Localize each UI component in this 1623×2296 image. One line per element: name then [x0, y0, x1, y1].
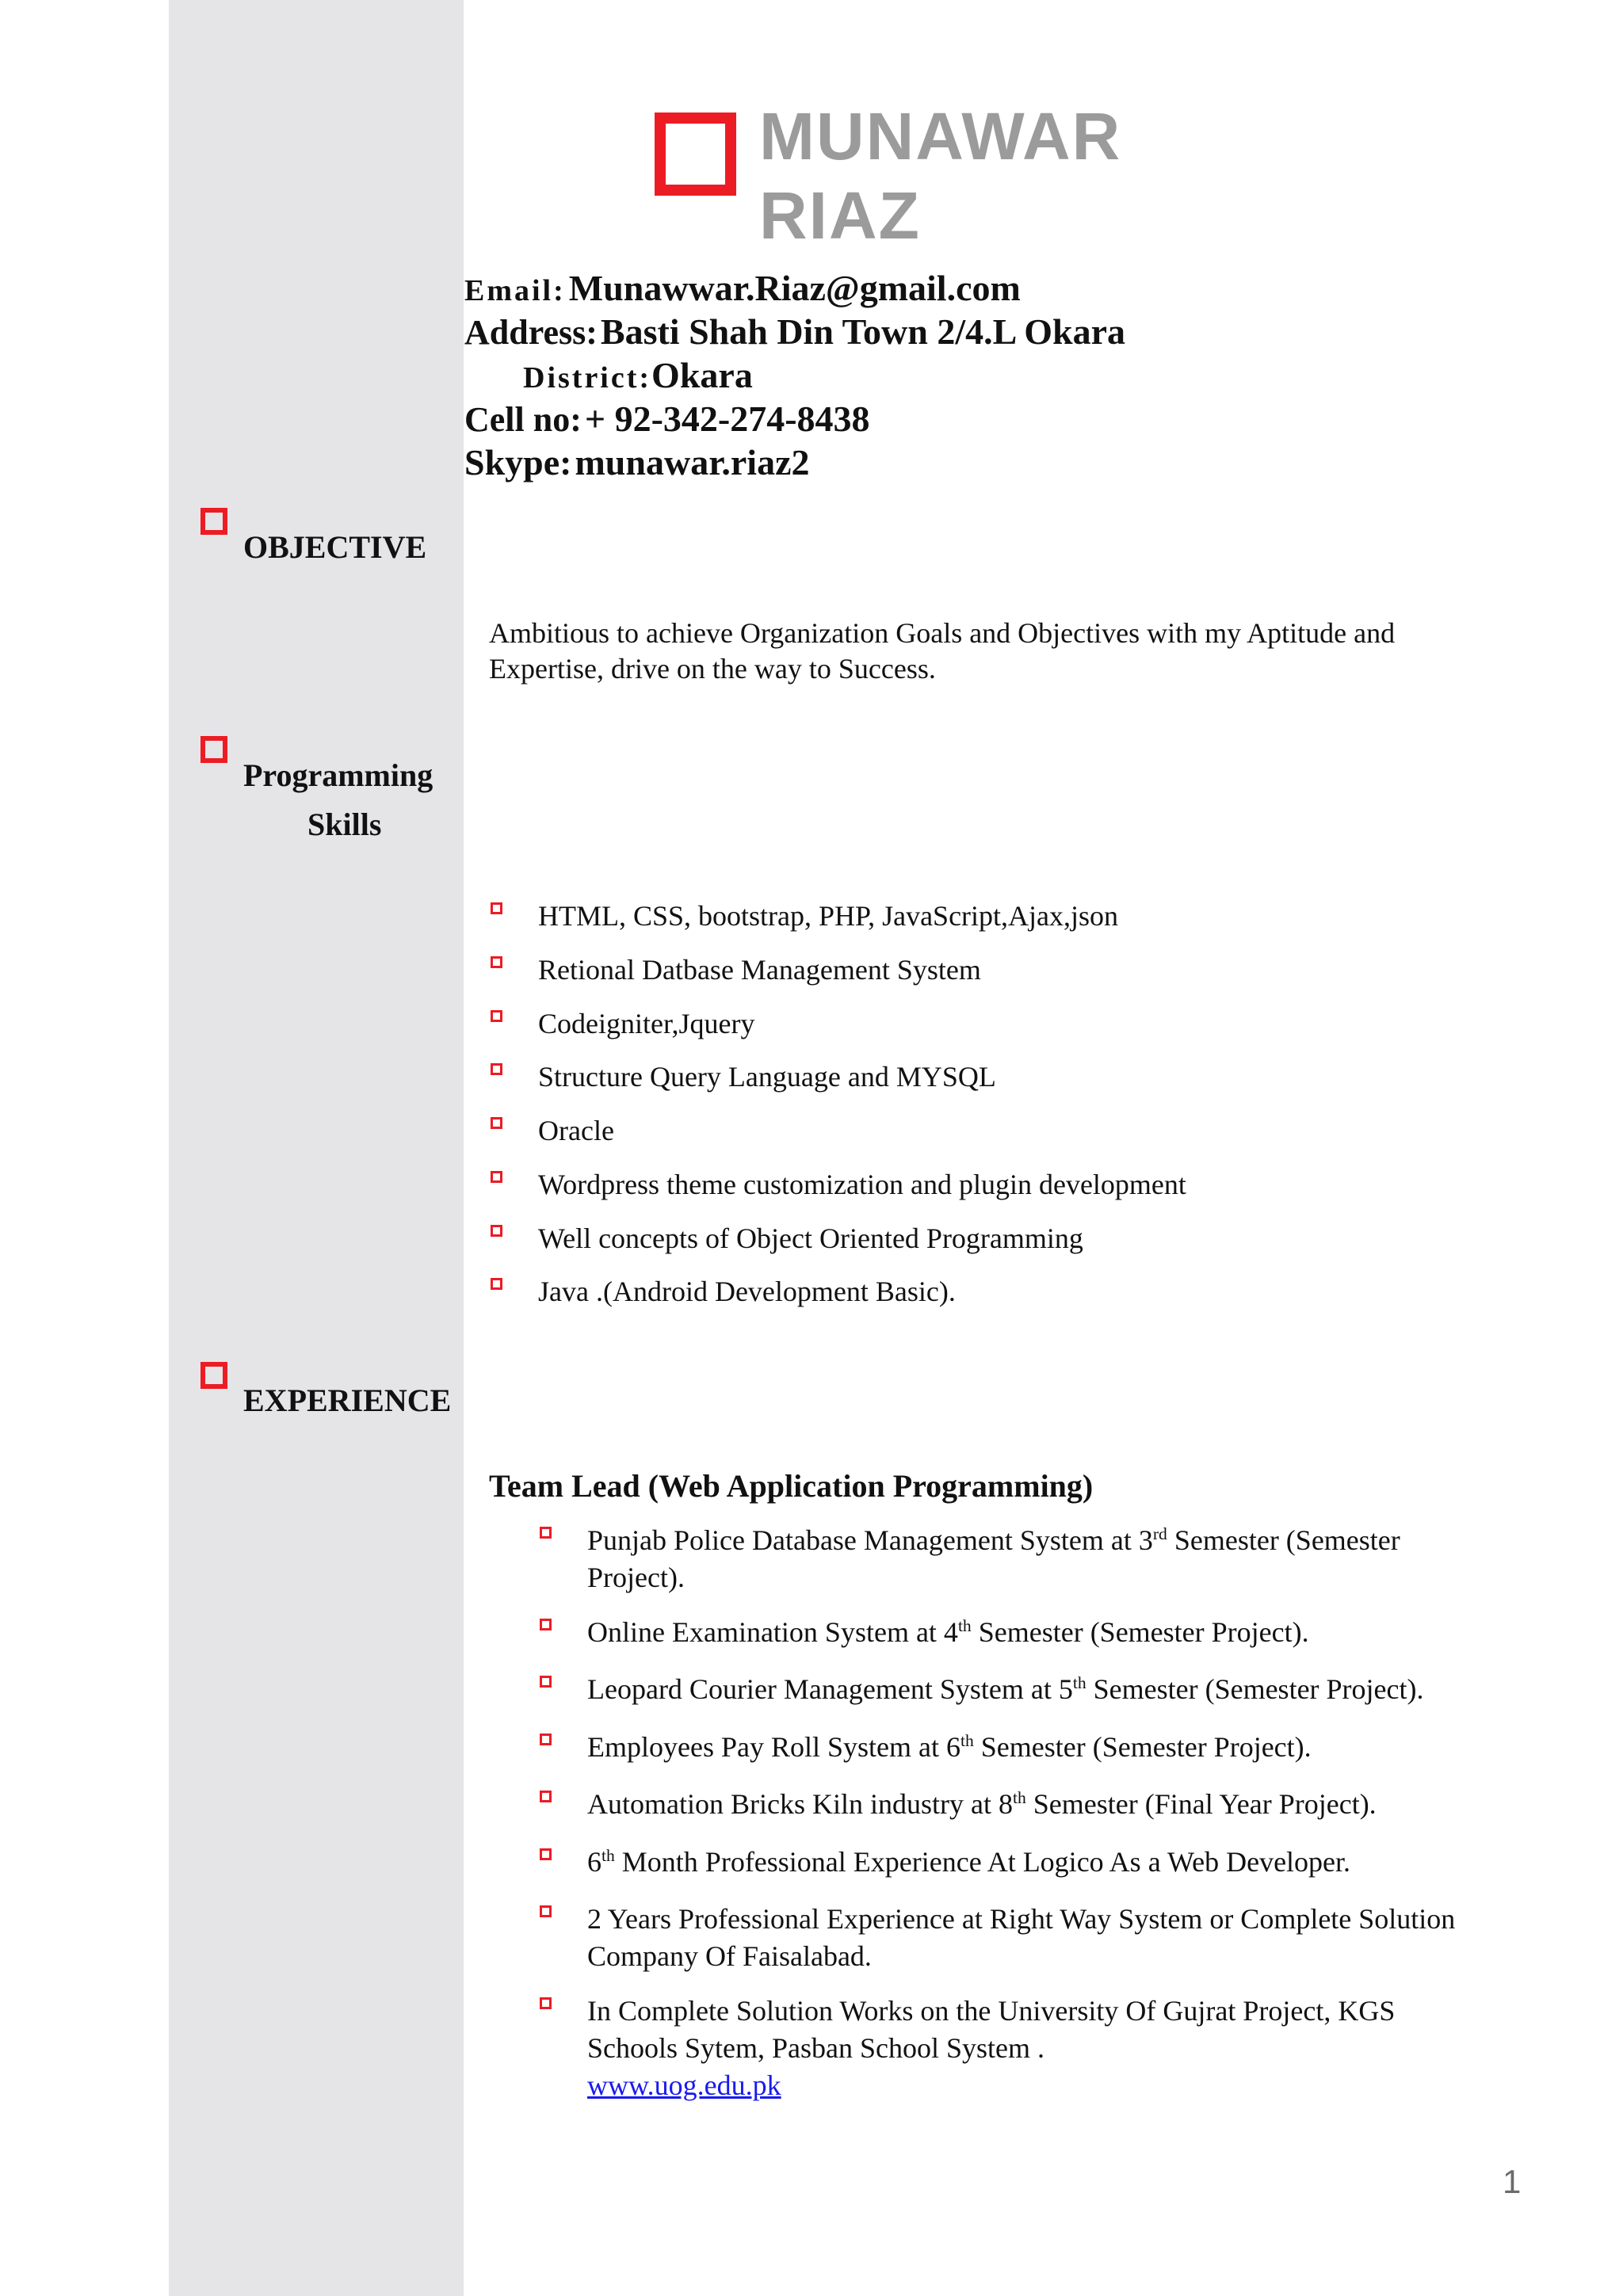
contact-email	[464, 267, 1021, 309]
bullet-square-icon	[540, 1791, 552, 1802]
district-label: District:	[523, 361, 652, 395]
skill-text: Oracle	[538, 1115, 614, 1146]
uog-website-link[interactable]: www.uog.edu.pk	[587, 2069, 781, 2101]
logo-square-icon	[655, 113, 736, 196]
skill-text: Codeigniter,Jquery	[538, 1008, 755, 1039]
sidebar-column	[169, 0, 464, 2296]
contact-cell	[464, 398, 870, 440]
bullet-square-icon	[491, 1010, 502, 1022]
experience-text: Automation Bricks Kiln industry at 8th Semester (Final Year Project).	[587, 1788, 1377, 1820]
candidate-name	[759, 97, 1121, 255]
bullet-square-icon	[491, 956, 502, 968]
section-title-objective: OBJECTIVE	[243, 529, 427, 565]
bullet-square-icon	[491, 1063, 502, 1075]
email-value[interactable]: Munawwar.Riaz@gmail.com	[568, 268, 1021, 308]
skill-text: HTML, CSS, bootstrap, PHP, JavaScript,Ajax,json	[538, 900, 1119, 932]
skills-square-icon	[200, 736, 227, 763]
cell-value: + 92-342-274-8438	[584, 399, 870, 439]
bullet-square-icon	[491, 902, 502, 914]
skill-text: Well concepts of Object Oriented Programming	[538, 1222, 1083, 1254]
section-title-experience: EXPERIENCE	[243, 1383, 452, 1418]
bullet-square-icon	[540, 1905, 552, 1917]
email-label: Email:	[464, 274, 566, 307]
name-line-last: RIAZ	[759, 178, 921, 253]
cell-label: Cell no:	[464, 400, 582, 439]
skype-value: munawar.riaz2	[575, 442, 810, 482]
address-label: Address:	[464, 313, 598, 352]
page-number: 1	[1503, 2163, 1522, 2200]
experience-text: 2 Years Professional Experience at Right Way System or Complete Solution Company Of Faisalabad.	[587, 1903, 1456, 1972]
bullet-square-icon	[491, 1171, 502, 1183]
objective-text	[489, 616, 1503, 687]
contact-address	[464, 311, 1125, 353]
name-line-first: MUNAWAR	[759, 99, 1122, 174]
address-value: Basti Shah Din Town 2/4.L Okara	[600, 311, 1126, 352]
bullet-square-icon	[491, 1225, 502, 1237]
district-value: Okara	[651, 355, 753, 395]
bullet-square-icon	[540, 1848, 552, 1860]
section-title-skills-line2: Skills	[307, 807, 382, 842]
bullet-square-icon	[540, 1527, 552, 1539]
objective-line: Expertise, drive on the way to Success.	[489, 653, 936, 685]
section-title-skills: Programming	[243, 757, 433, 793]
contact-skype	[464, 441, 810, 483]
skype-label: Skype:	[464, 442, 572, 482]
contact-district	[523, 354, 753, 396]
skill-text: Structure Query Language and MYSQL	[538, 1061, 996, 1093]
bullet-square-icon	[540, 1997, 552, 2009]
experience-role-title: Team Lead (Web Application Programming)	[489, 1468, 1094, 1504]
bullet-square-icon	[540, 1733, 552, 1745]
skill-text: Java .(Android Development Basic).	[538, 1276, 956, 1307]
skill-text: Retional Datbase Management System	[538, 954, 981, 986]
experience-text: Online Examination System at 4th Semester (Semester Project).	[587, 1616, 1309, 1648]
skill-text: Wordpress theme customization and plugin development	[538, 1169, 1186, 1200]
experience-text: Leopard Courier Management System at 5th Semester (Semester Project).	[587, 1673, 1424, 1705]
experience-text: 6th Month Professional Experience At Logico As a Web Developer.	[587, 1846, 1351, 1878]
experience-square-icon	[200, 1362, 227, 1389]
experience-text: Employees Pay Roll System at 6th Semester (Semester Project).	[587, 1731, 1312, 1763]
experience-text: In Complete Solution Works on the University Of Gujrat Project, KGS Schools Sytem, Pasban School System . www.uog.edu.pk	[587, 1993, 1395, 2104]
bullet-square-icon	[540, 1676, 552, 1688]
bullet-square-icon	[491, 1278, 502, 1290]
bullet-square-icon	[491, 1117, 502, 1129]
objective-square-icon	[200, 508, 227, 535]
experience-text: Punjab Police Database Management System at 3rd Semester (Semester Project).	[587, 1524, 1400, 1593]
bullet-square-icon	[540, 1619, 552, 1630]
objective-line: Ambitious to achieve Organization Goals and Objectives with my Aptitude and	[489, 617, 1396, 649]
